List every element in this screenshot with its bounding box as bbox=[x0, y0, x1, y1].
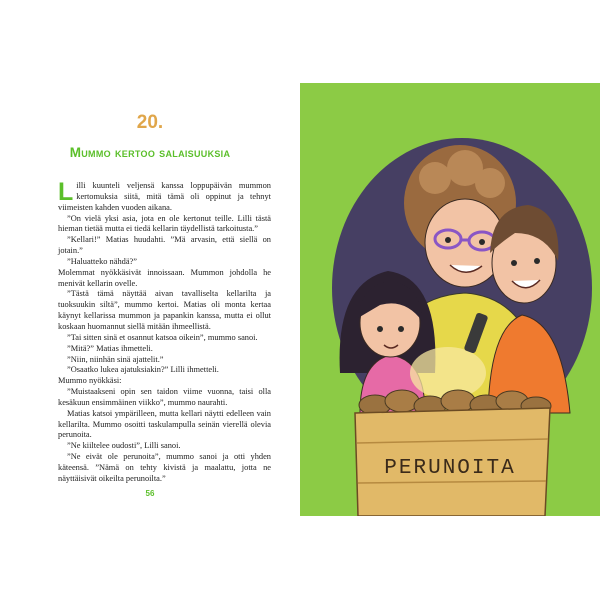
paragraph: ”Tästä tämä näyttää aivan tavalliselta kellarilta ja tuoksuukin siltä”, mummo kertoi. Matias oli monta kertaa käynyt kellarissa mummon ja papankin kanssa, mutta ei ollut koskaan huomannut siellä mitään ihmeellistä. bbox=[58, 289, 271, 331]
eye bbox=[479, 239, 485, 245]
chapter-title: Mummo kertoo salaisuuksia bbox=[69, 145, 231, 160]
eye bbox=[445, 237, 451, 243]
paragraph: ”Niin, niinhän sinä ajattelit.” bbox=[67, 354, 164, 364]
paragraph: ”Ne eivät ole perunoita”, mummo sanoi ja otti yhden käteensä. ”Nämä on tehty kivistä ja maalattu, jotta ne näyttäisivät oikeilta perunoilta.” bbox=[58, 452, 271, 483]
paragraph: ”Haluatteko nähdä?” bbox=[67, 256, 137, 266]
crate-label: PERUNOITA bbox=[384, 457, 516, 480]
hair-curl bbox=[419, 162, 451, 194]
paragraph: ”Osaatko lukea ajatuksiakin?” Lilli ihmetteli. bbox=[67, 365, 219, 375]
drop-cap: L bbox=[58, 178, 74, 206]
paragraph: Molemmat nyökkäsivät innoissaan. Mummon johdolla he menivät kellarin ovelle. bbox=[58, 267, 271, 288]
page-number: 56 bbox=[145, 489, 155, 498]
flashlight-glow bbox=[410, 347, 486, 399]
illustration bbox=[300, 83, 600, 516]
paragraph: ”Muistaakseni opin sen taidon viime vuonna, taisi olla kesäkuun ensimmäinen viikko”, mummo naurahti. bbox=[58, 387, 271, 407]
paragraph: ”On vielä yksi asia, jota en ole kertonut teille. Lilli tästä hieman tietää mutta ei tiedä kellarin täydellistä tarkoitusta.” bbox=[58, 213, 271, 234]
paragraph: Mummo nyökkäsi: bbox=[58, 376, 122, 386]
chapter-body bbox=[58, 178, 271, 485]
eye bbox=[511, 260, 517, 266]
paragraph: ”Mitä?” Matias ihmetteli. bbox=[67, 343, 153, 353]
paragraph: Lilli kuunteli veljensä kanssa loppupäivän mummon kertomuksia siitä, mitä tämä oli oppinut ja tehnyt viimeisten kahden vuoden aikana. bbox=[58, 178, 271, 212]
illustration-page bbox=[300, 83, 600, 516]
hair-curl bbox=[475, 168, 505, 198]
eye bbox=[398, 326, 404, 332]
chapter-number: 20. bbox=[136, 112, 164, 133]
paragraph: Matias katsoi ympärilleen, mutta kellari näytti edelleen vain kellarilta. Mummo osoitti taskulampulla seinän vierellä olevia perunoita. bbox=[58, 408, 271, 440]
paragraph: ”Kellari!” Matias huudahti. ”Mä arvasin, että siellä on jotain.” bbox=[58, 235, 271, 256]
paragraph: ”Ne kiiltelee oudosti”, Lilli sanoi. bbox=[67, 441, 181, 451]
eye bbox=[534, 258, 540, 264]
eye bbox=[377, 326, 383, 332]
paragraph: ”Tai sitten sinä et osannut katsoa oikein”, mummo sanoi. bbox=[67, 332, 258, 342]
